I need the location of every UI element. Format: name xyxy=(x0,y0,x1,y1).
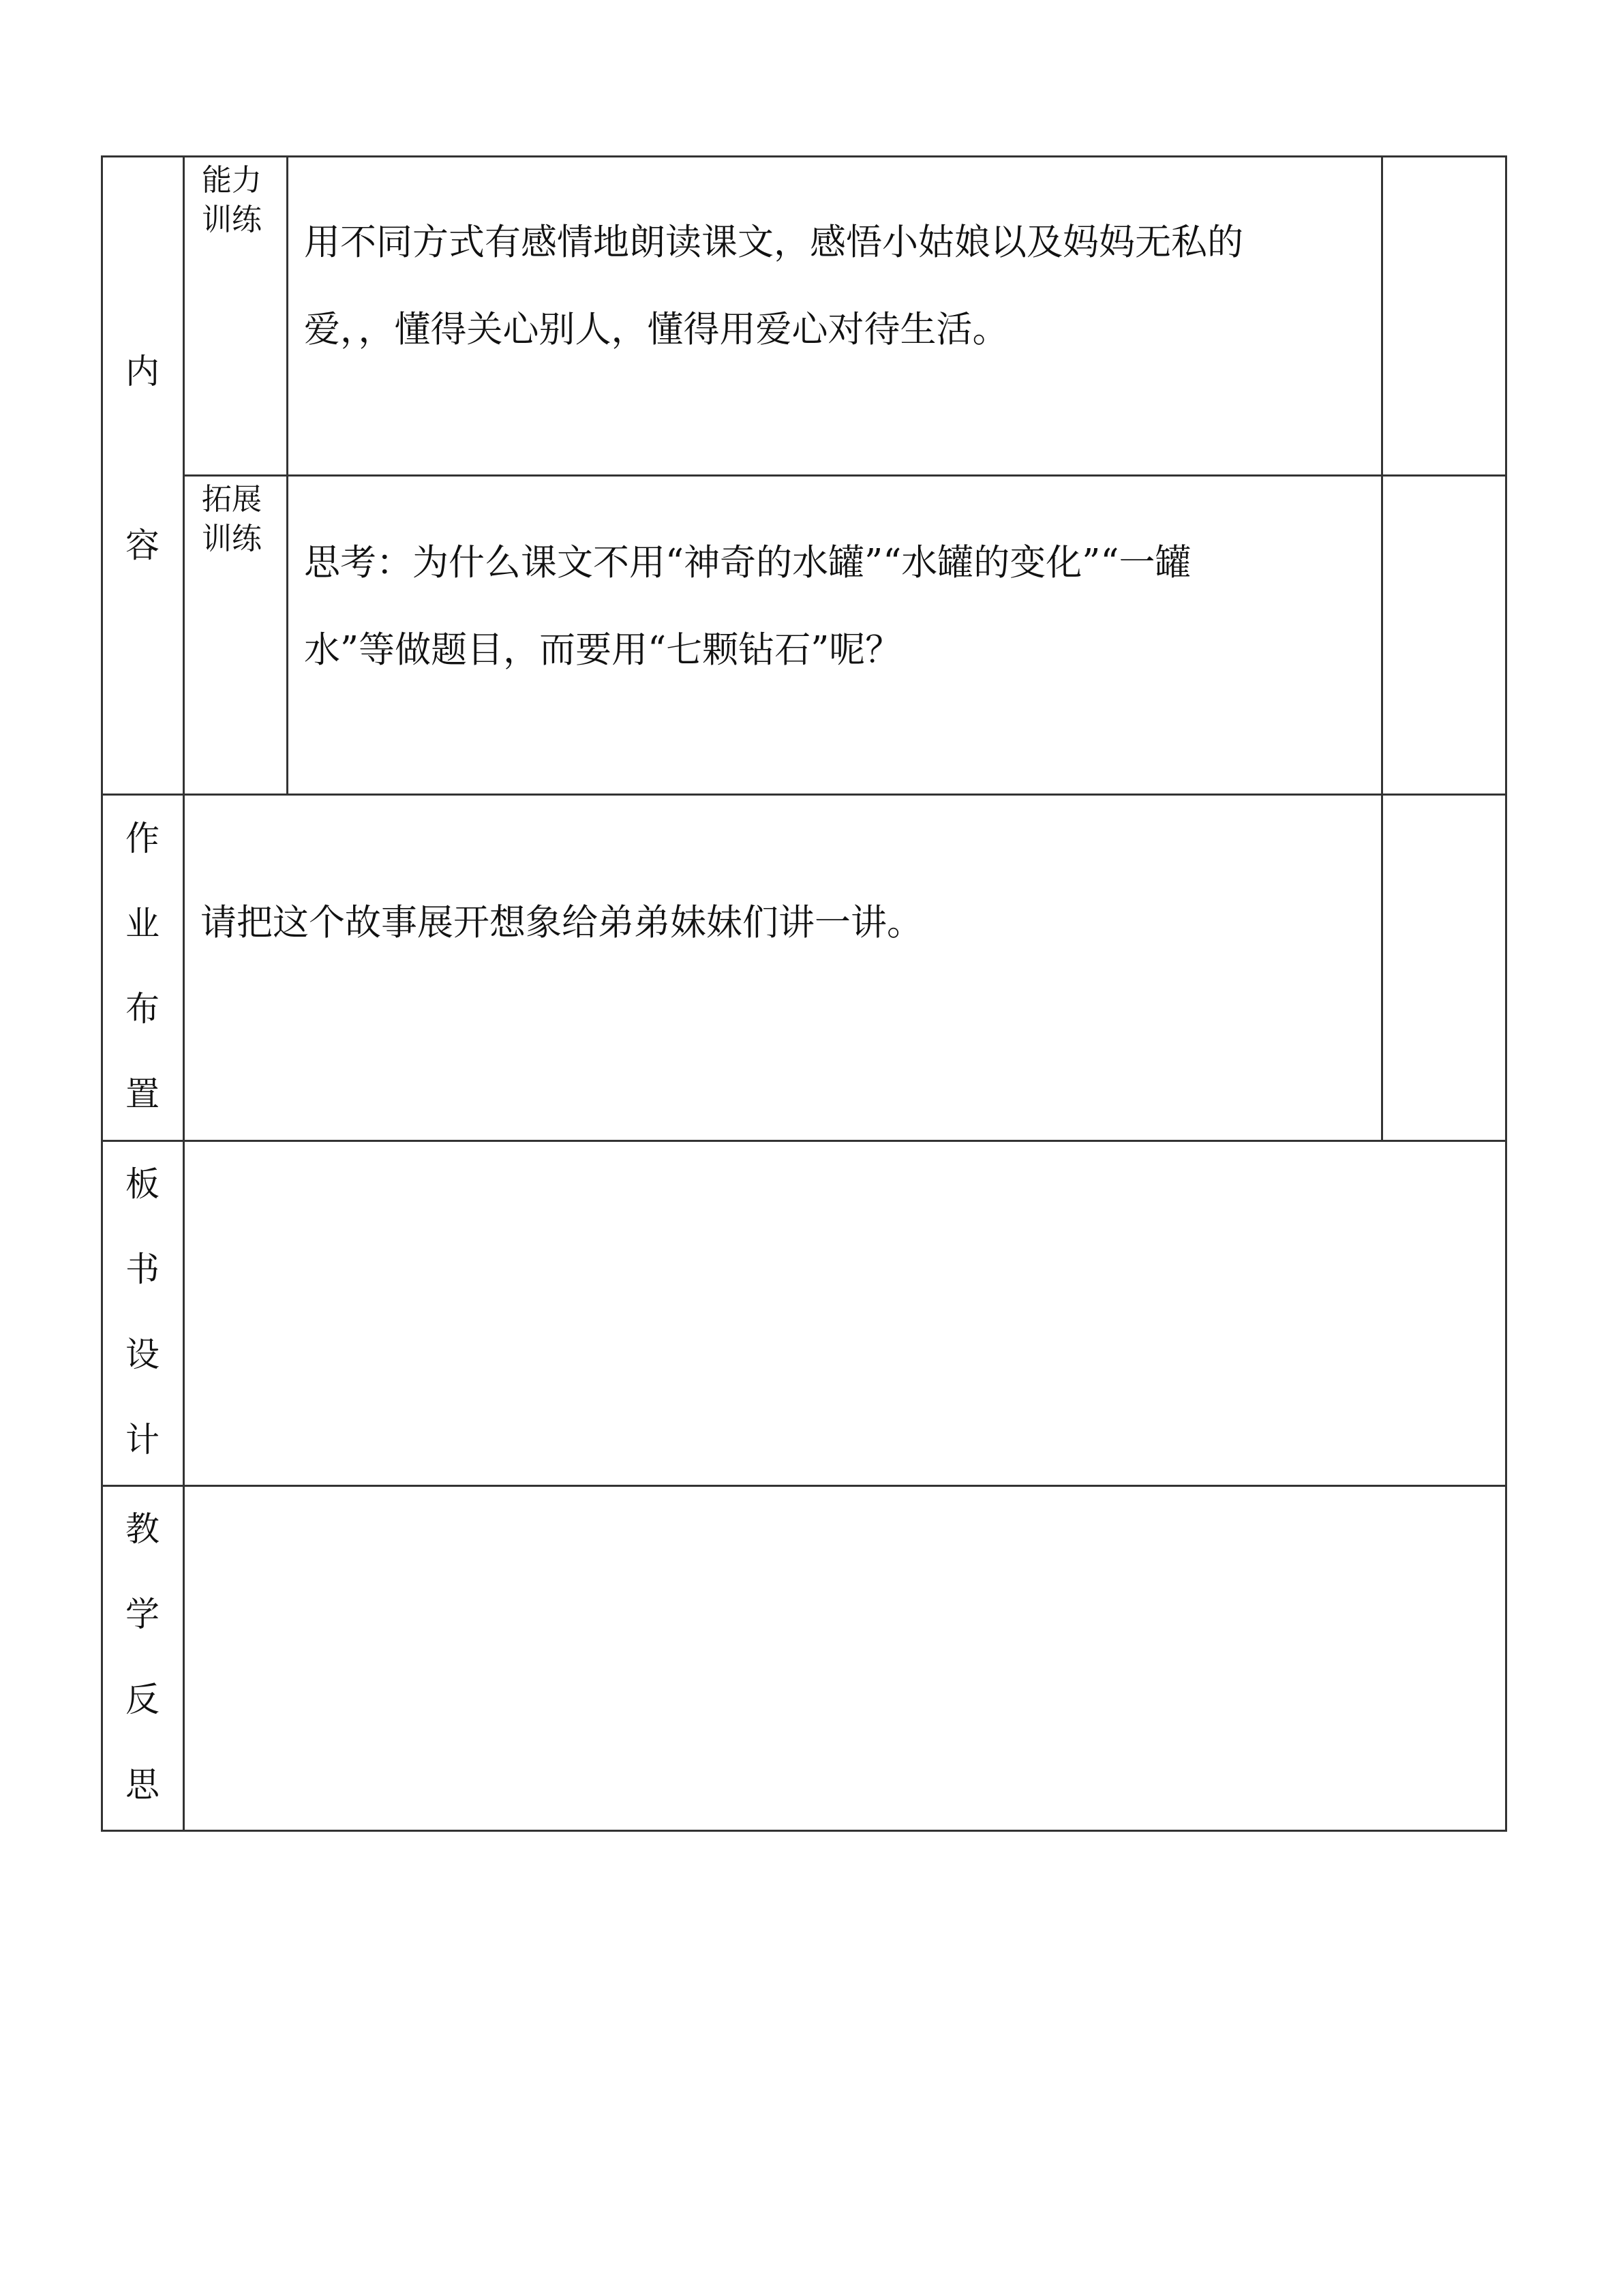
grid-line-note-divider xyxy=(1381,155,1383,1142)
extension-training-label: 拓展 训练 xyxy=(202,482,262,556)
extension-training-line-1: 思考：为什么课文不用“神奇的水罐”“水罐的变化”“一罐 xyxy=(304,542,1192,584)
ability-training-line-1: 用不同方式有感情地朗读课文，感悟小姑娘以及妈妈无私的 xyxy=(304,222,1243,263)
board-label-char-1: 板 xyxy=(125,1164,160,1204)
grid-line-bottom xyxy=(101,1830,1507,1832)
board-label-char-2: 书 xyxy=(125,1250,160,1289)
content-section-label xyxy=(102,354,183,389)
ability-training-line-2: 爱，，懂得关心别人，懂得用爱心对待生活。 xyxy=(304,309,1009,350)
reflection-label-char-wrap-3 xyxy=(102,1682,183,1717)
homework-label-char-wrap-1 xyxy=(102,821,183,856)
homework-label-char-wrap-3 xyxy=(102,989,183,1029)
grid-line-right xyxy=(1505,155,1507,1832)
homework-text: 请把这个故事展开想象给弟弟妹妹们讲一讲。 xyxy=(200,902,923,943)
content-section-label-2 xyxy=(102,526,183,565)
board-label-char-wrap-4 xyxy=(102,1420,183,1460)
board-label-char-4: 计 xyxy=(125,1420,160,1460)
reflection-label-char-1: 教 xyxy=(125,1509,160,1549)
grid-line-label-divider xyxy=(183,155,185,1832)
homework-label-char-4: 置 xyxy=(125,1074,160,1114)
extension-training-text xyxy=(304,519,1191,694)
homework-label-char-wrap-2 xyxy=(102,904,183,943)
board-label-char-wrap-2 xyxy=(102,1250,183,1289)
homework-label-char-3: 布 xyxy=(125,989,160,1029)
grid-line-top xyxy=(101,155,1507,157)
grid-line-sublabel-divider xyxy=(286,155,288,796)
board-label-char-wrap-1 xyxy=(102,1164,183,1204)
reflection-label-char-wrap-2 xyxy=(102,1595,183,1634)
grid-line-content-bottom xyxy=(101,794,1507,796)
board-label-char-wrap-3 xyxy=(102,1335,183,1374)
ability-training-text xyxy=(304,199,1243,374)
reflection-label-char-wrap-1 xyxy=(102,1509,183,1549)
ability-training-label: 能力 训练 xyxy=(202,163,262,237)
reflection-label-char-4: 思 xyxy=(125,1765,160,1804)
grid-line-homework-bottom xyxy=(101,1140,1507,1142)
grid-line-board-bottom xyxy=(101,1485,1507,1487)
board-label-char-3: 设 xyxy=(125,1335,160,1374)
homework-label-char-wrap-4 xyxy=(102,1074,183,1114)
content-label-char-2: 容 xyxy=(125,526,160,565)
reflection-label-char-2: 学 xyxy=(125,1595,160,1634)
extension-training-line-2: 水”等做题目，而要用“七颗钻石”呢？ xyxy=(304,629,902,671)
homework-label-char-1: 作 xyxy=(125,819,160,858)
homework-label-char-2: 业 xyxy=(125,904,160,943)
reflection-label-char-3: 反 xyxy=(125,1680,160,1719)
grid-line-content-mid xyxy=(183,474,1507,477)
reflection-label-char-wrap-4 xyxy=(102,1765,183,1804)
content-label-char-1: 内 xyxy=(125,352,160,391)
